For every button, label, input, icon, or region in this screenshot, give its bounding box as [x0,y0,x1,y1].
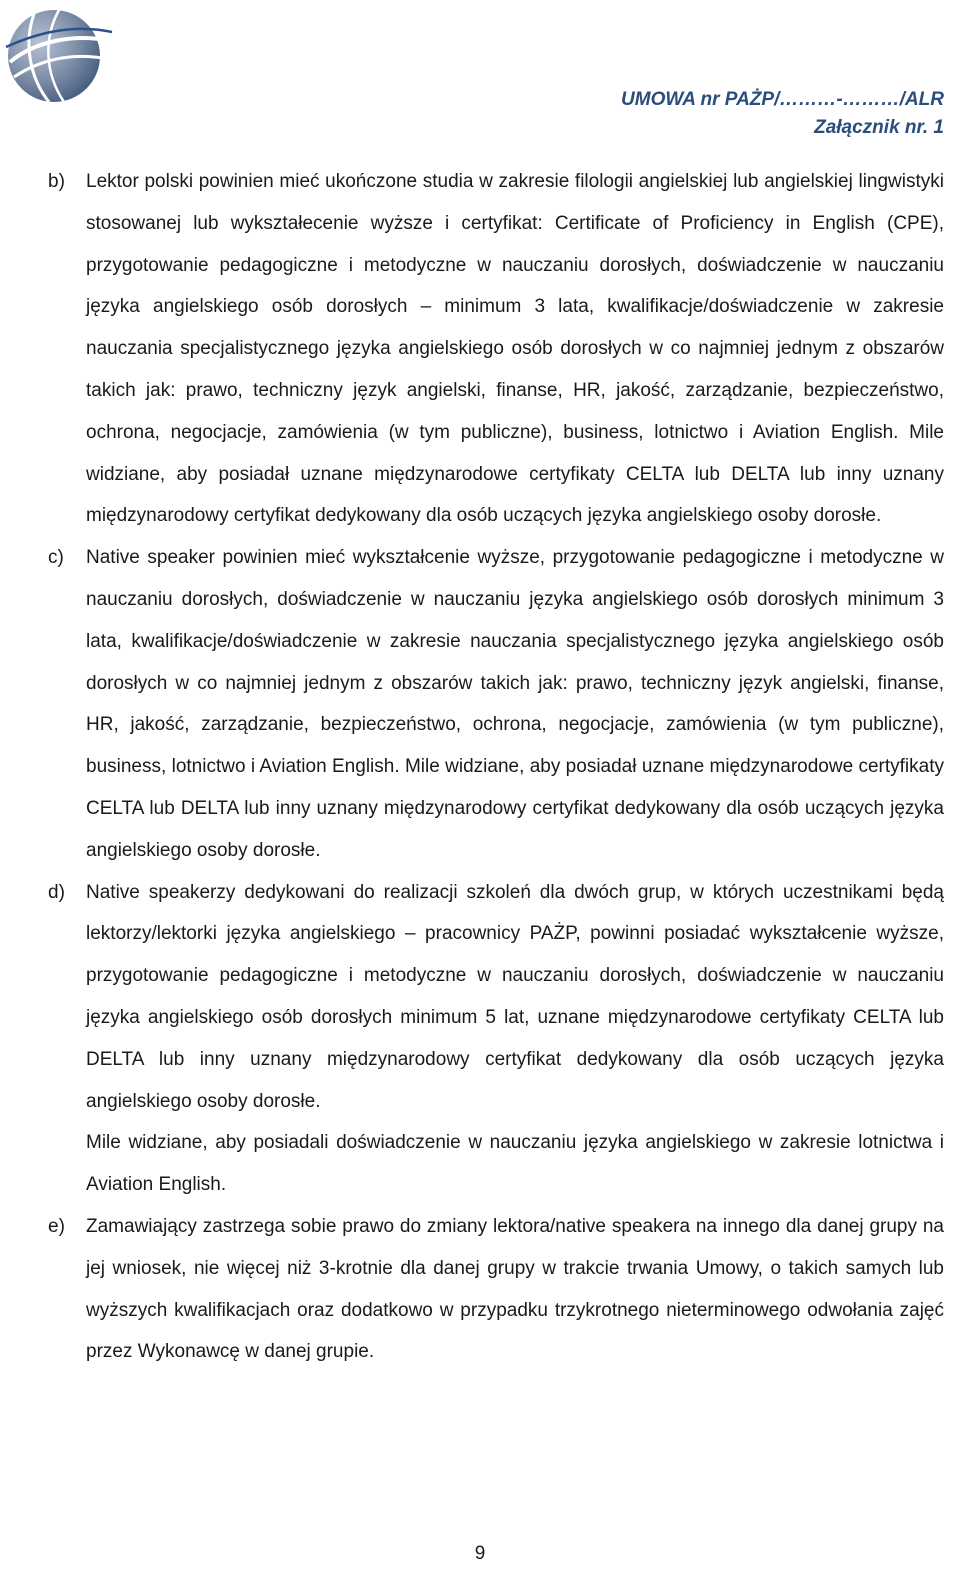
list-item-b [48,161,944,537]
list-item-d [48,872,944,1206]
list-marker: b) [48,171,65,192]
list-marker: e) [48,1215,65,1237]
paragraph: Native speakerzy dedykowani do realizacji szkoleń dla dwóch grup, w których uczestnikami będą lektorzy/lektorki języka angielskiego – pracownicy PAŻP, powinni posiadać wykształcenie wyższe, przygotowanie pedagogiczne i metodyczne w nauczaniu dorosłych, doświadczenie w nauczaniu języka angielskiego osób dorosłych minimum 5 lat, uznane międzynarodowe certyfikaty CELTA lub DELTA lub inny uznany międzynarodowy certyfikat dedykowany dla osób uczących języka angielskiego osoby dorosłe. [86,881,944,1112]
document-header [621,86,944,142]
list-item-e [48,1206,944,1373]
list-marker: d) [48,881,65,903]
list-marker: c) [48,547,64,569]
document-body [48,161,944,1373]
paragraph: Mile widziane, aby posiadali doświadczenie w nauczaniu języka angielskiego w zakresie lotnictwa i Aviation English. [86,1132,944,1196]
contract-number: UMOWA nr PAŻP/………-………/ALR [621,89,944,110]
list-item-c [48,537,944,871]
page-number: 9 [474,1543,486,1564]
paragraph: Zamawiający zastrzega sobie prawo do zmiany lektora/native speakera na innego dla danej grupy na jej wniosek, nie więcej niż 3-krotnie dla danej grupy w trakcie trwania Umowy, o takich samych lub wyższych kwalifikacjach oraz dodatkowo w przypadku trzykrotnego nieterminowego odwołania zajęć przez Wykonawcę w danej grupie. [86,1215,944,1363]
paragraph: Native speaker powinien mieć wykształcenie wyższe, przygotowanie pedagogiczne i metodyczne w nauczaniu dorosłych, doświadczenie w nauczaniu języka angielskiego osób dorosłych minimum 3 lata, kwalifikacje/doświadczenie w zakresie nauczania specjalistycznego języka angielskiego osób dorosłych w co najmniej jednym z obszarów takich jak: prawo, techniczny język angielski, finanse, HR, jakość, zarządzanie, bezpieczeństwo, ochrona, negocjacje, zamówienia (w tym publiczne), business, lotnictwo i Aviation English. Mile widziane, aby posiadał uznane międzynarodowe certyfikaty CELTA lub DELTA lub inny uznany międzynarodowy certyfikat dedykowany dla osób uczących języka angielskiego osoby dorosłe. [86,547,944,861]
attachment-label: Załącznik nr. 1 [814,117,944,138]
company-logo-icon [4,2,116,108]
paragraph: Lektor polski powinien mieć ukończone studia w zakresie filologii angielskiej lub angielskiej lingwistyki stosowanej lub wykształecenie wyższe i certyfikat: Certificate of Proficiency in English (CPE), przygotowanie pedagogiczne i metodyczne w nauczaniu dorosłych, doświadczenie w nauczaniu języka angielskiego osób dorosłych – minimum 3 lata, kwalifikacje/doświadczenie w zakresie nauczania specjalistycznego języka angielskiego osób dorosłych w co najmniej jednym z obszarów takich jak: prawo, techniczny język angielski, finanse, HR, jakość, zarządzanie, bezpieczeństwo, ochrona, negocjacje, zamówienia (w tym publiczne), business, lotnictwo i Aviation English. Mile widziane, aby posiadał uznane międzynarodowe certyfikaty CELTA lub DELTA lub inny uznany międzynarodowy certyfikat dedykowany dla osób uczących języka angielskiego osoby dorosłe. [86,171,944,527]
